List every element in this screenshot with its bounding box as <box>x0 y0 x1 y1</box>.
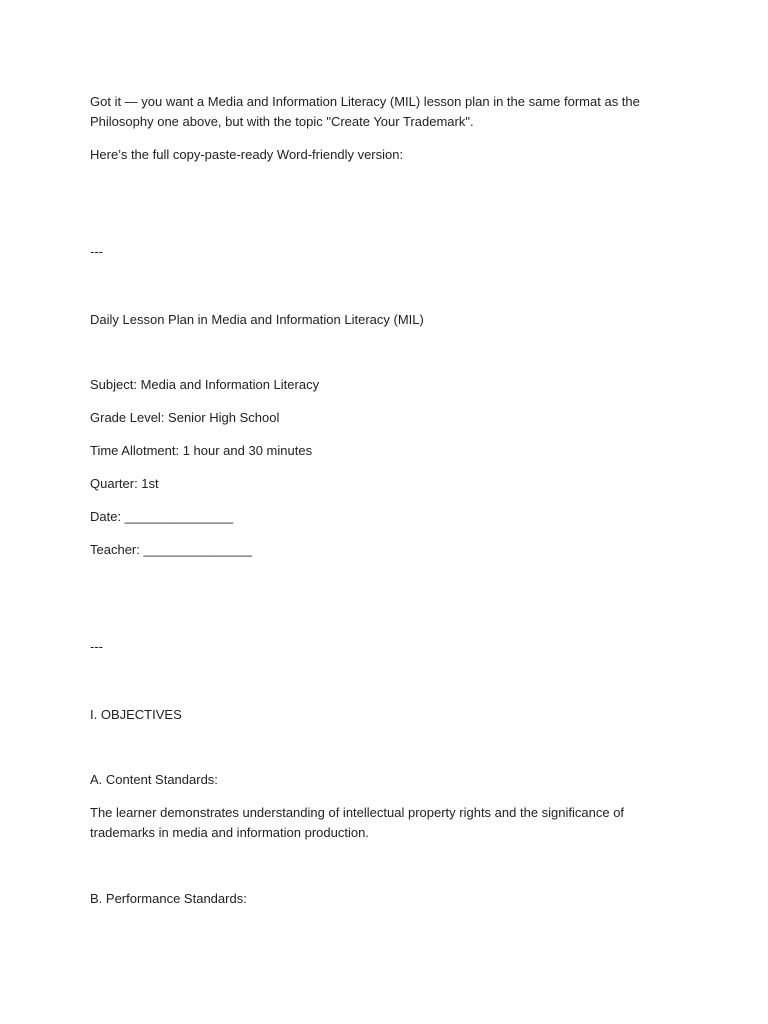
teacher-line: Teacher: _______________ <box>90 542 252 557</box>
separator-line: --- <box>90 244 103 259</box>
date-line: Date: _______________ <box>90 509 234 524</box>
copy-note: Here’s the full copy-paste-ready Word-friendly version: <box>90 147 404 162</box>
separator-line: --- <box>90 639 103 654</box>
quarter-line: Quarter: 1st <box>90 476 159 491</box>
lesson-plan-title: Daily Lesson Plan in Media and Information Literacy (MIL) <box>90 312 424 327</box>
subject-line: Subject: Media and Information Literacy <box>90 377 320 392</box>
content-standards-heading: A. Content Standards: <box>90 772 218 787</box>
time-allotment-line: Time Allotment: 1 hour and 30 minutes <box>90 443 313 458</box>
intro-paragraph: Got it — you want a Media and Information Literacy (MIL) lesson plan in the same format as the Philosophy one above, but with the topic "Create Your Trademark". <box>90 94 640 129</box>
objectives-heading: I. OBJECTIVES <box>90 707 182 722</box>
grade-level-line: Grade Level: Senior High School <box>90 410 280 425</box>
performance-standards-heading: B. Performance Standards: <box>90 891 247 906</box>
content-standards-text: The learner demonstrates understanding of intellectual property rights and the significance of trademarks in media and information production. <box>90 805 625 840</box>
